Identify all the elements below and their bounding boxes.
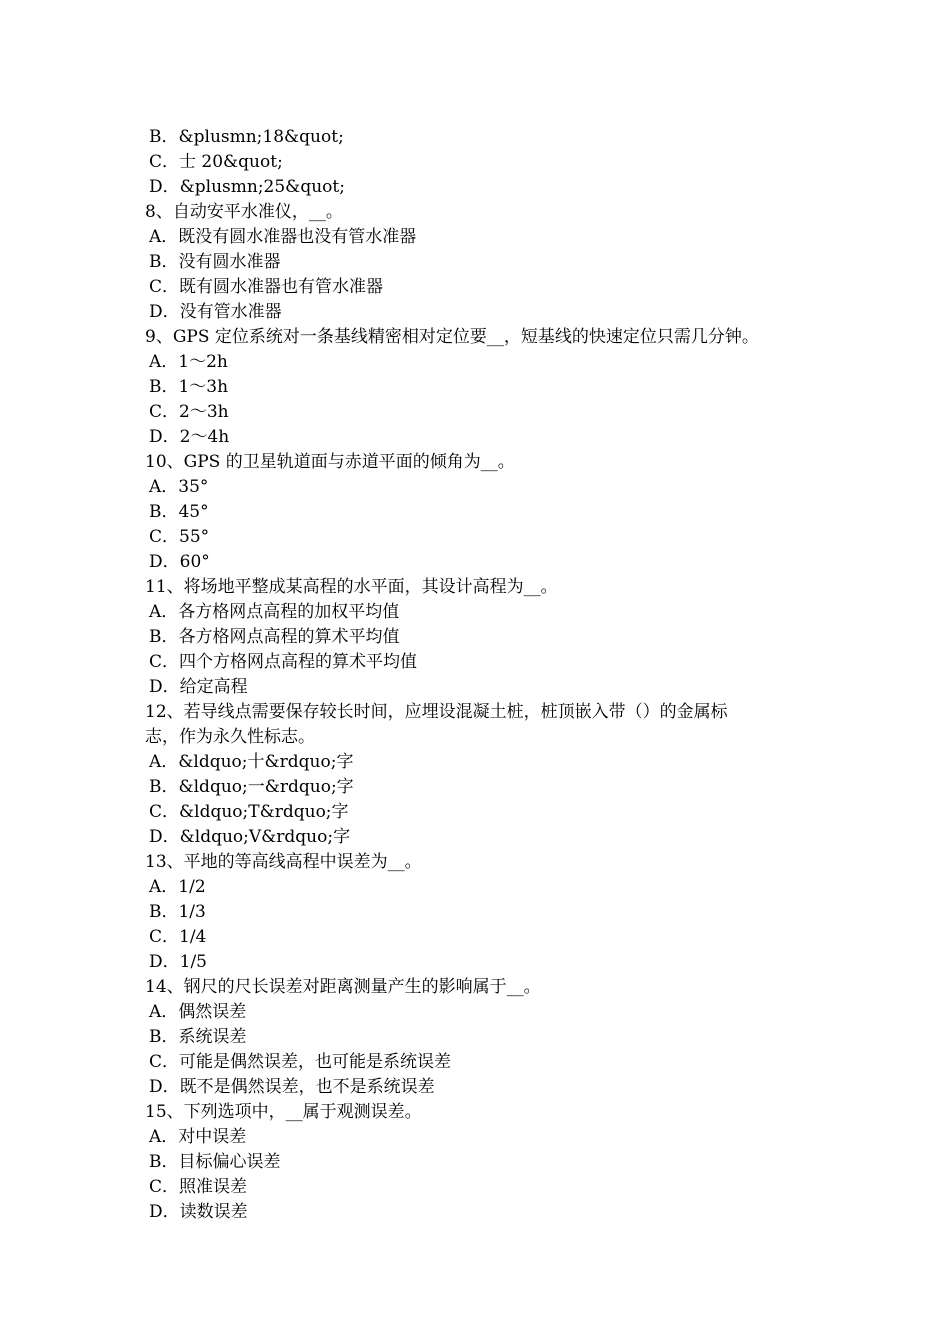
question-12-option-d: D．&ldquo;V&rdquo;字 <box>149 827 351 847</box>
question-12-stem-line-1: 12、若导线点需要保存较长时间，应埋设混凝土桩，桩顶嵌入带（）的金属标 <box>145 702 728 722</box>
question-13-option-d: D．1/5 <box>149 952 207 972</box>
question-11-option-a: A．各方格网点高程的加权平均值 <box>149 602 400 622</box>
question-9-stem: 9、GPS 定位系统对一条基线精密相对定位要__，短基线的快速定位只需几分钟。 <box>145 327 759 347</box>
option-b: B．&plusmn;18&quot; <box>149 127 344 147</box>
question-8-option-c: C．既有圆水准器也有管水准器 <box>149 277 384 297</box>
question-11-stem: 11、将场地平整成某高程的水平面，其设计高程为__。 <box>145 577 558 597</box>
question-15-option-d: D．读数误差 <box>149 1202 248 1222</box>
question-9-option-d: D．2～4h <box>149 427 230 447</box>
question-15-option-c: C．照准误差 <box>149 1177 248 1197</box>
question-13-option-b: B．1/3 <box>149 902 206 922</box>
question-15-option-a: A．对中误差 <box>149 1127 247 1147</box>
question-14-option-d: D．既不是偶然误差，也不是系统误差 <box>149 1077 435 1097</box>
question-10-option-a: A．35° <box>149 477 209 497</box>
question-11-option-d: D．给定高程 <box>149 677 248 697</box>
question-11-option-b: B．各方格网点高程的算术平均值 <box>149 627 400 647</box>
question-9-option-b: B．1～3h <box>149 377 229 397</box>
question-14-option-c: C．可能是偶然误差，也可能是系统误差 <box>149 1052 452 1072</box>
question-10-option-d: D．60° <box>149 552 210 572</box>
question-13-option-a: A．1/2 <box>149 877 206 897</box>
question-15-option-b: B．目标偏心误差 <box>149 1152 281 1172</box>
question-14-option-a: A．偶然误差 <box>149 1002 247 1022</box>
question-14-stem: 14、钢尺的尺长误差对距离测量产生的影响属于__。 <box>145 977 541 997</box>
question-10-option-b: B．45° <box>149 502 209 522</box>
question-9-option-a: A．1～2h <box>149 352 228 372</box>
question-8-option-a: A．既没有圆水准器也没有管水准器 <box>149 227 417 247</box>
question-8-stem: 8、自动安平水准仪，__。 <box>145 202 343 222</box>
question-list <box>145 125 825 1225</box>
question-8-option-d: D．没有管水准器 <box>149 302 282 322</box>
question-12-option-b: B．&ldquo;一&rdquo;字 <box>149 777 354 797</box>
option-c: C．士 20&quot; <box>149 152 283 172</box>
question-10-stem: 10、GPS 的卫星轨道面与赤道平面的倾角为__。 <box>145 452 515 472</box>
question-14-option-b: B．系统误差 <box>149 1027 247 1047</box>
question-11-option-c: C．四个方格网点高程的算术平均值 <box>149 652 418 672</box>
question-12-stem-line-2: 志，作为永久性标志。 <box>145 727 315 747</box>
question-12-option-a: A．&ldquo;十&rdquo;字 <box>149 752 354 772</box>
question-13-option-c: C．1/4 <box>149 927 207 947</box>
question-10-option-c: C．55° <box>149 527 210 547</box>
question-15-stem: 15、下列选项中，__属于观测误差。 <box>145 1102 422 1122</box>
question-9-option-c: C．2～3h <box>149 402 229 422</box>
question-12-option-c: C．&ldquo;T&rdquo;字 <box>149 802 349 822</box>
question-13-stem: 13、平地的等高线高程中误差为__。 <box>145 852 422 872</box>
option-d: D．&plusmn;25&quot; <box>149 177 345 197</box>
question-8-option-b: B．没有圆水准器 <box>149 252 281 272</box>
